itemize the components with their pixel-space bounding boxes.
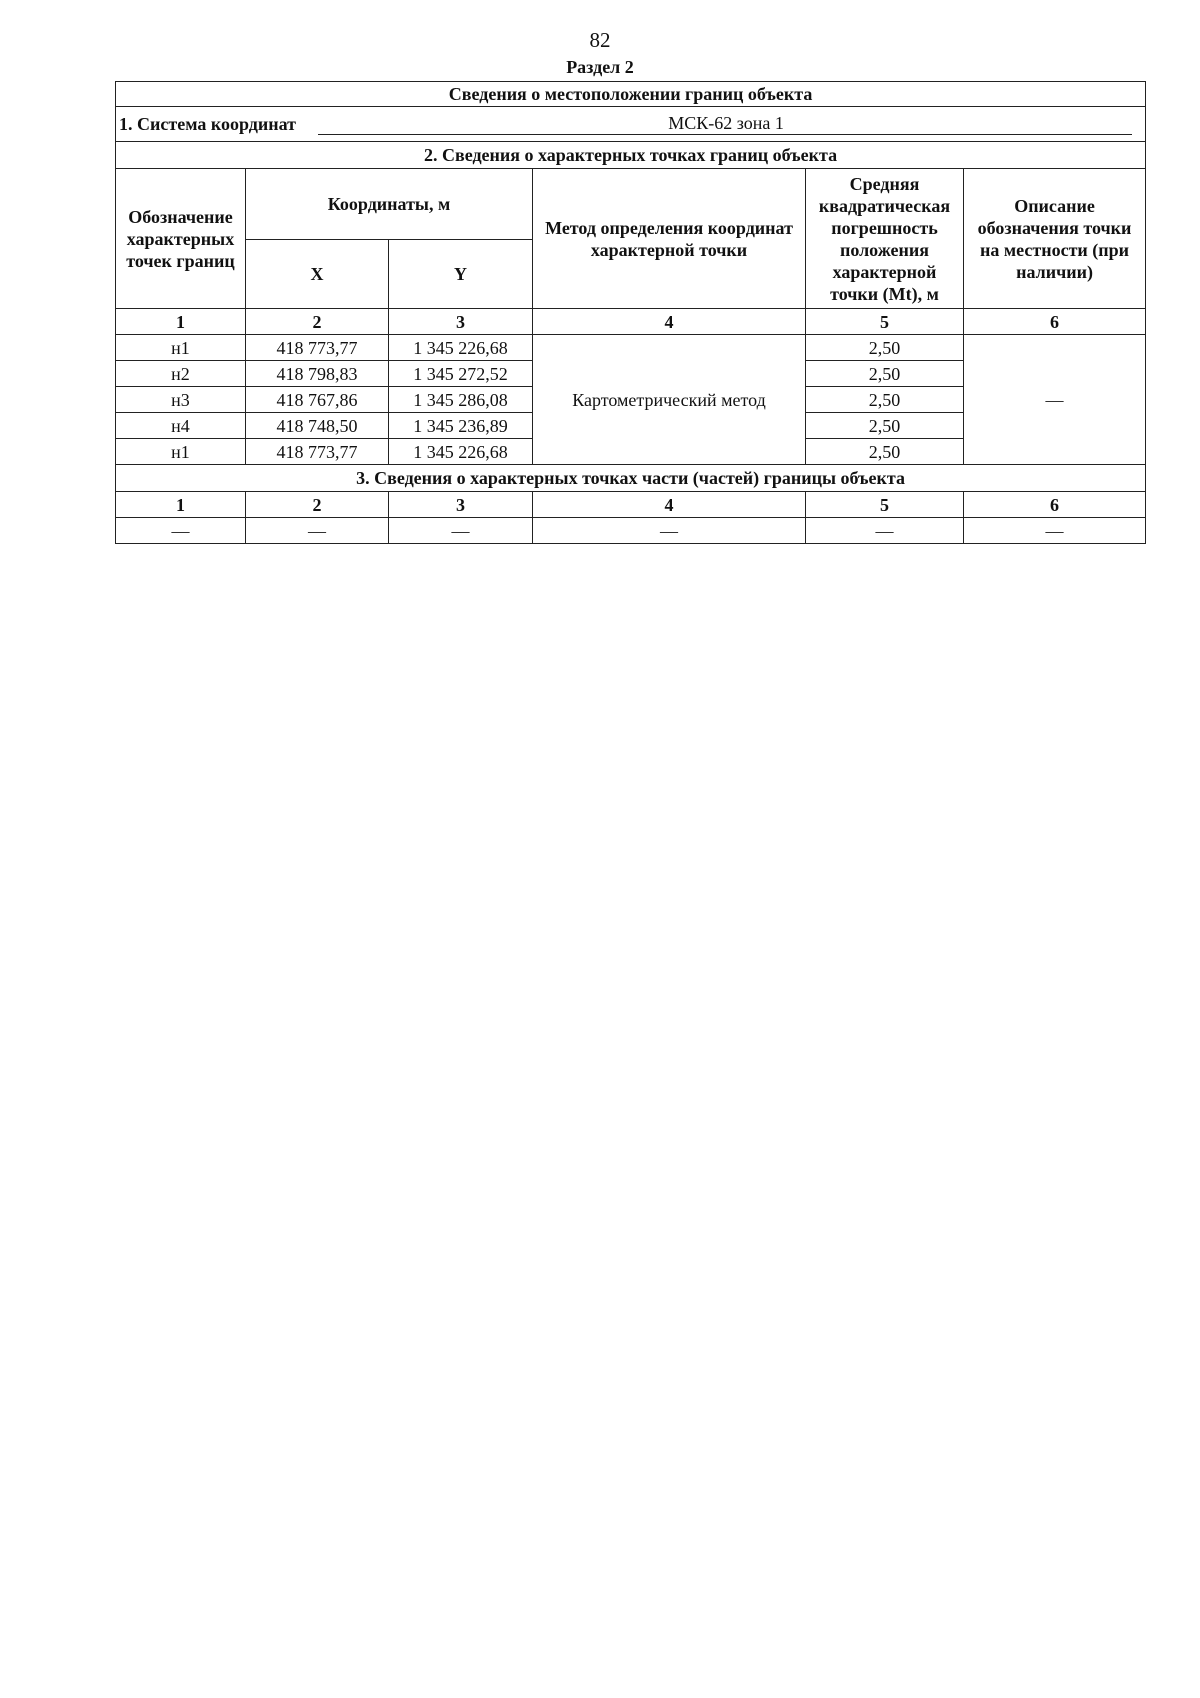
header-mean-error: Средняя квадратическая погрешность положения характерной точки (Mt), м bbox=[806, 169, 964, 309]
table-title-row bbox=[116, 82, 1146, 107]
coord-system-label: 1. Система координат bbox=[119, 113, 296, 134]
column-number: 6 bbox=[964, 309, 1146, 335]
header-method: Метод определения координат характерной точки bbox=[533, 169, 806, 309]
coord-x: 418 773,77 bbox=[246, 439, 389, 465]
point-name: н4 bbox=[116, 413, 246, 439]
column-number: 1 bbox=[116, 309, 246, 335]
description-cell: — bbox=[964, 335, 1146, 465]
header-description: Описание обозначения точки на местности (при наличии) bbox=[964, 169, 1146, 309]
point-name: н1 bbox=[116, 335, 246, 361]
column-number: 4 bbox=[533, 309, 806, 335]
column-number: 2 bbox=[246, 309, 389, 335]
column-number: 3 bbox=[389, 492, 533, 518]
method-cell: Картометрический метод bbox=[533, 335, 806, 465]
mean-error: 2,50 bbox=[806, 361, 964, 387]
column-number: 5 bbox=[806, 309, 964, 335]
empty-cell: — bbox=[389, 518, 533, 544]
mean-error: 2,50 bbox=[806, 439, 964, 465]
column-number: 1 bbox=[116, 492, 246, 518]
coord-y: 1 345 286,08 bbox=[389, 387, 533, 413]
empty-cell: — bbox=[533, 518, 806, 544]
coord-y: 1 345 272,52 bbox=[389, 361, 533, 387]
point-name: н1 bbox=[116, 439, 246, 465]
column-number: 5 bbox=[806, 492, 964, 518]
part3-column-number-row bbox=[116, 492, 1146, 518]
column-number: 2 bbox=[246, 492, 389, 518]
coord-y: 1 345 236,89 bbox=[389, 413, 533, 439]
header-x: X bbox=[246, 240, 389, 309]
part3-table-row bbox=[116, 518, 1146, 544]
column-number: 6 bbox=[964, 492, 1146, 518]
header-point-designation: Обозначение характерных точек границ bbox=[116, 169, 246, 309]
table-title: Сведения о местоположении границ объекта bbox=[116, 82, 1146, 107]
empty-cell: — bbox=[806, 518, 964, 544]
part2-title-row bbox=[116, 142, 1146, 169]
header-y: Y bbox=[389, 240, 533, 309]
header-coordinates: Координаты, м bbox=[246, 169, 533, 240]
part2-title: 2. Сведения о характерных точках границ объекта bbox=[116, 142, 1146, 169]
coord-x: 418 767,86 bbox=[246, 387, 389, 413]
point-name: н2 bbox=[116, 361, 246, 387]
empty-cell: — bbox=[246, 518, 389, 544]
table-row bbox=[116, 335, 1146, 361]
coord-x: 418 773,77 bbox=[246, 335, 389, 361]
coord-y: 1 345 226,68 bbox=[389, 335, 533, 361]
coord-x: 418 748,50 bbox=[246, 413, 389, 439]
mean-error: 2,50 bbox=[806, 387, 964, 413]
mean-error: 2,50 bbox=[806, 335, 964, 361]
mean-error: 2,50 bbox=[806, 413, 964, 439]
coord-y: 1 345 226,68 bbox=[389, 439, 533, 465]
column-number-row bbox=[116, 309, 1146, 335]
part3-title: 3. Сведения о характерных точках части (частей) границы объекта bbox=[116, 465, 1146, 492]
coord-system-row bbox=[116, 107, 1146, 142]
column-number: 4 bbox=[533, 492, 806, 518]
part3-title-row bbox=[116, 465, 1146, 492]
column-number: 3 bbox=[389, 309, 533, 335]
boundary-table bbox=[115, 81, 1146, 544]
empty-cell: — bbox=[116, 518, 246, 544]
page-number: 82 bbox=[589, 28, 611, 52]
coord-system-value: МСК-62 зона 1 bbox=[318, 112, 1132, 135]
empty-cell: — bbox=[964, 518, 1146, 544]
header-row-1 bbox=[116, 169, 1146, 240]
section-title: Раздел 2 bbox=[566, 57, 634, 77]
coord-x: 418 798,83 bbox=[246, 361, 389, 387]
point-name: н3 bbox=[116, 387, 246, 413]
